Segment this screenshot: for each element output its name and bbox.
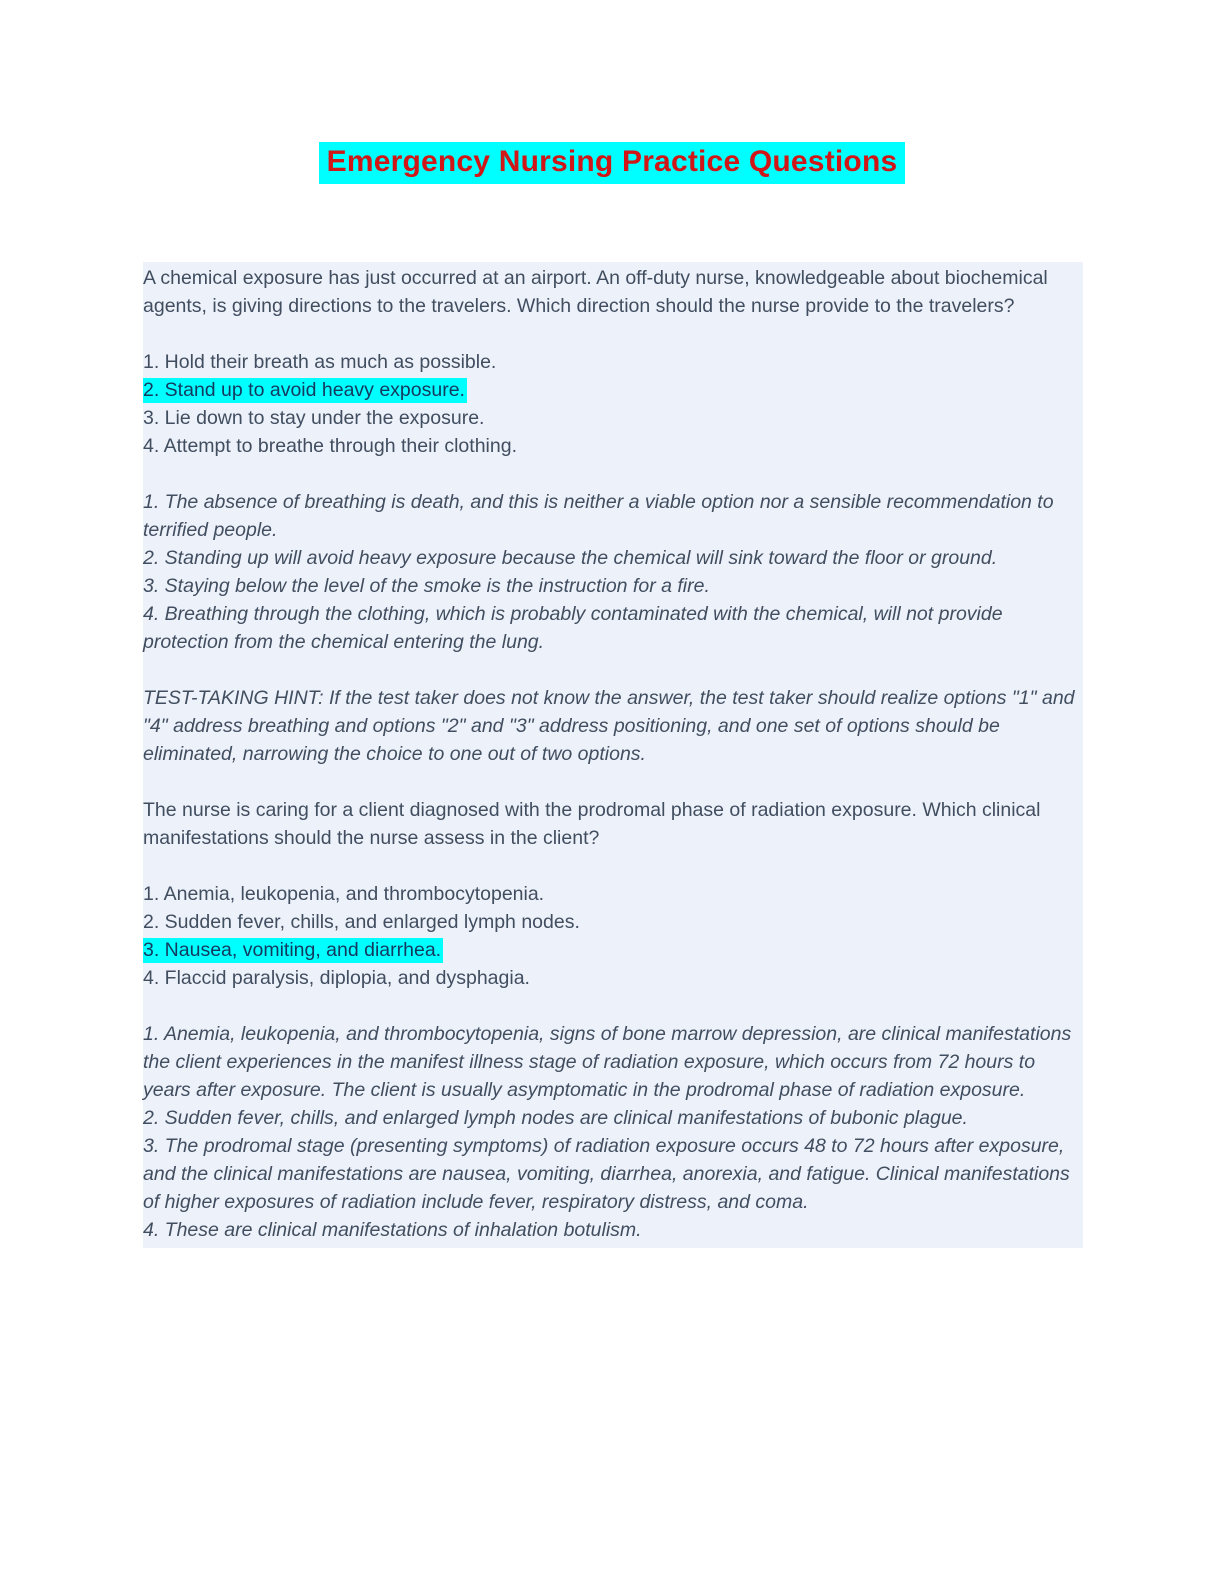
option-line-correct <box>143 376 1083 404</box>
question-stem: The nurse is caring for a client diagnosed with the prodromal phase of radiation exposure. Which clinical manifestations should the nurse assess in the client? <box>143 799 1041 849</box>
title-highlight <box>319 142 906 184</box>
option-line <box>143 404 1083 432</box>
rationale-item: 1. The absence of breathing is death, and this is neither a viable option nor a sensible recommendation to terrified people. <box>143 491 1054 541</box>
highlighted-answer: 3. Nausea, vomiting, and diarrhea. <box>143 939 442 961</box>
title-block <box>0 142 1224 184</box>
rationale-block <box>143 488 1083 656</box>
rationale-item: 3. The prodromal stage (presenting symptoms) of radiation exposure occurs 48 to 72 hours after exposure, and the clinical manifestations are nausea, vomiting, diarrhea, anorexia, and fatigue. Clinical manifestations of higher exposures of radiation include fever, respiratory distress, and coma. <box>143 1135 1070 1213</box>
rationale-item: 2. Sudden fever, chills, and enlarged lymph nodes are clinical manifestations of bubonic plague. <box>143 1107 968 1129</box>
option-line <box>143 432 1083 460</box>
question-stem: A chemical exposure has just occurred at an airport. An off-duty nurse, knowledgeable about biochemical agents, is giving directions to the travelers. Which direction should the nurse provide to the travelers? <box>143 267 1048 317</box>
option-line-correct <box>143 936 1083 964</box>
option-text: 4. Attempt to breathe through their clothing. <box>143 435 517 457</box>
option-text: 1. Anemia, leukopenia, and thrombocytopenia. <box>143 883 545 905</box>
test-taking-hint: TEST-TAKING HINT: If the test taker does not know the answer, the test taker should realize options "1" and "4" address breathing and options "2" and "3" address positioning, and one set of options should be eliminated, narrowing the choice to one out of two options. <box>143 687 1075 765</box>
option-text: 2. Sudden fever, chills, and enlarged lymph nodes. <box>143 911 580 933</box>
option-text: 3. Lie down to stay under the exposure. <box>143 407 485 429</box>
option-line <box>143 880 1083 908</box>
option-text: 4. Flaccid paralysis, diplopia, and dysphagia. <box>143 967 530 989</box>
rationale-item: 4. These are clinical manifestations of inhalation botulism. <box>143 1219 642 1241</box>
rationale-item: 1. Anemia, leukopenia, and thrombocytopenia, signs of bone marrow depression, are clinical manifestations the client experiences in the manifest illness stage of radiation exposure, which occurs from 72 hours to years after exposure. The client is usually asymptomatic in the prodromal phase of radiation exposure. <box>143 1023 1072 1101</box>
page-title: Emergency Nursing Practice Questions <box>326 145 898 178</box>
highlighted-answer: 2. Stand up to avoid heavy exposure. <box>143 379 465 401</box>
rationale-item: 3. Staying below the level of the smoke is the instruction for a fire. <box>143 575 710 597</box>
options-block <box>143 880 1083 992</box>
rationale-block <box>143 1020 1083 1244</box>
option-line <box>143 348 1083 376</box>
option-line <box>143 908 1083 936</box>
rationale-item: 4. Breathing through the clothing, which is probably contaminated with the chemical, will not provide protection from the chemical entering the lung. <box>143 603 1003 653</box>
document-body <box>143 262 1083 1248</box>
option-text: 1. Hold their breath as much as possible. <box>143 351 497 373</box>
options-block <box>143 348 1083 460</box>
rationale-item: 2. Standing up will avoid heavy exposure because the chemical will sink toward the floor or ground. <box>143 547 998 569</box>
option-line <box>143 964 1083 992</box>
